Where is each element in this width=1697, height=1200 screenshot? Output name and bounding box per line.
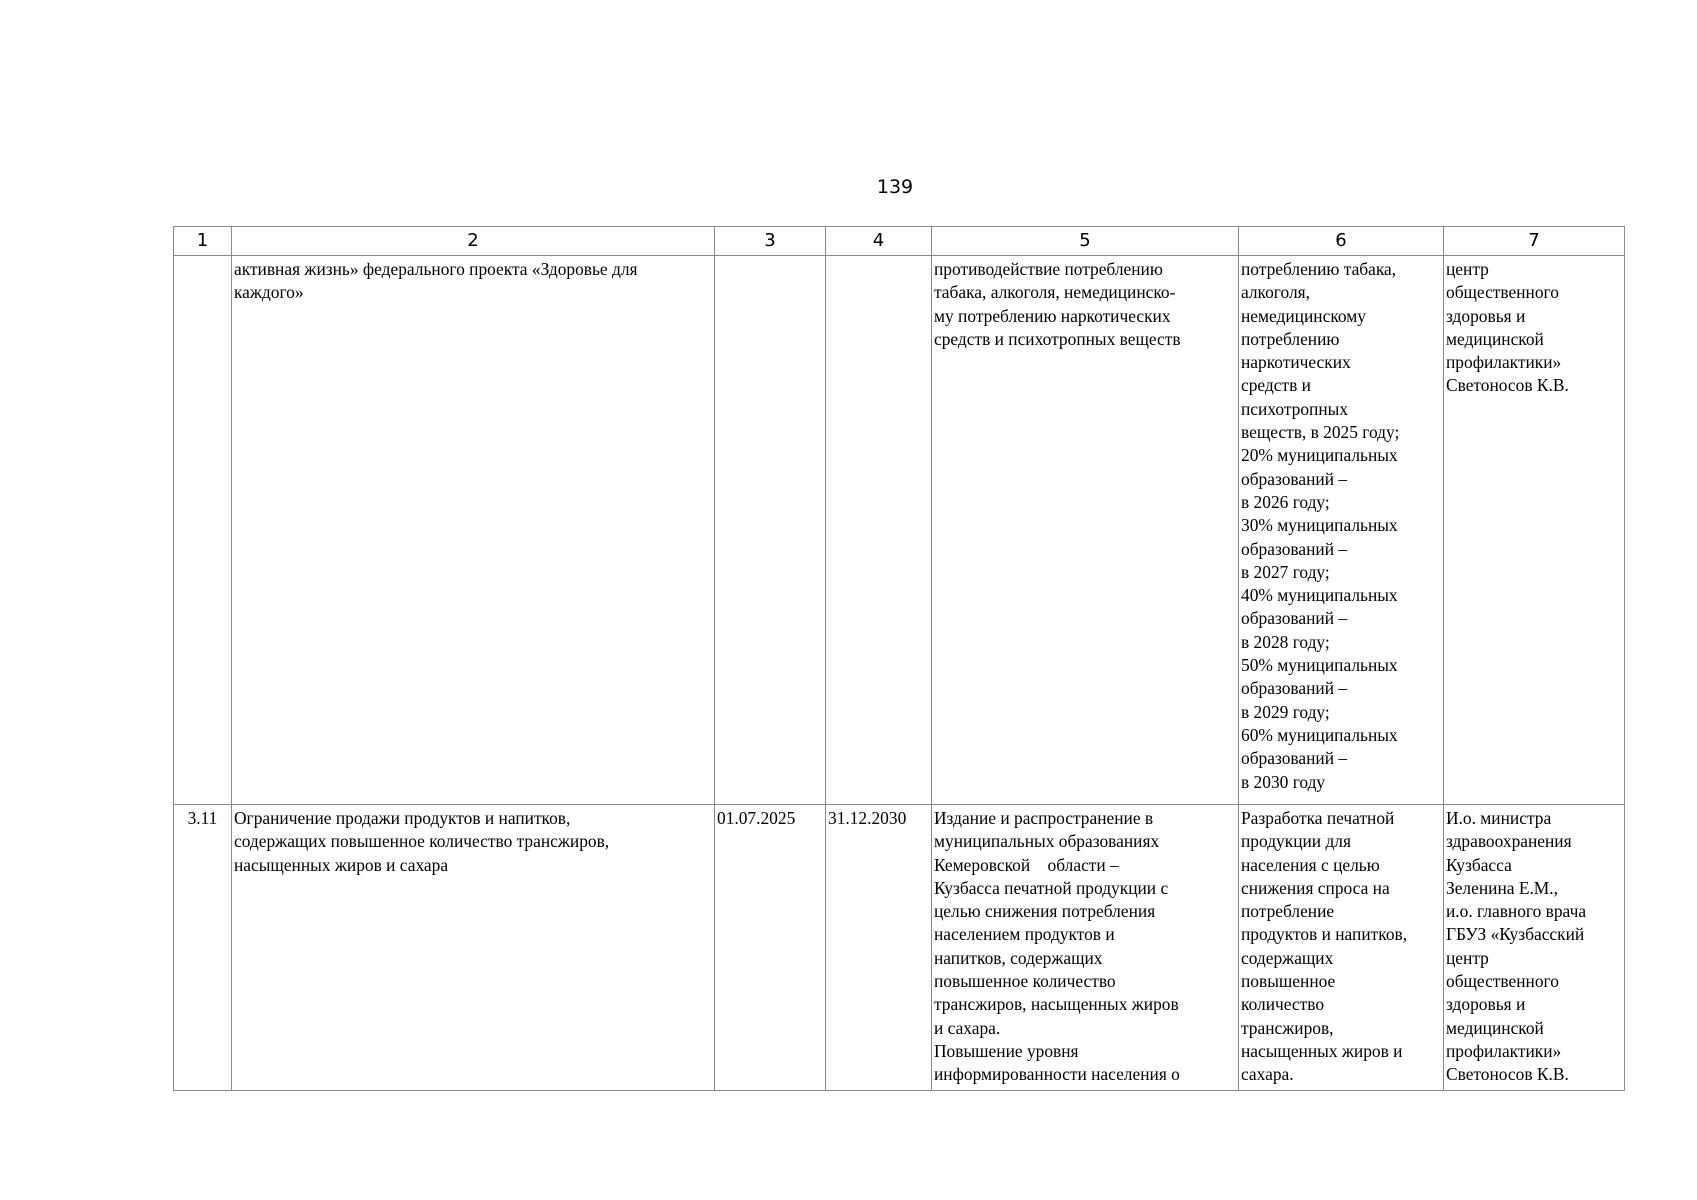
text-line: повышенное количество [934,971,1116,992]
text-line: 20% муниципальных [1241,445,1398,466]
text-line: в 2026 году; [1241,491,1330,512]
text-line: немедицинскому [1241,305,1366,326]
text-line: в 2029 году; [1241,701,1330,722]
column-header-3: 3 [715,227,826,256]
text-line: здоровья и [1446,994,1526,1015]
activity-description [932,256,1239,805]
text-line: веществ, в 2025 году; [1241,422,1400,443]
text-line: средств и психотропных веществ [934,328,1181,349]
header-row [174,227,1625,256]
text-line: здравоохранения [1446,831,1572,852]
text-line: центр [1446,259,1489,279]
text-line: в 2030 году [1241,771,1326,792]
text-line: образований – [1241,748,1348,769]
text-line: потреблению [1241,328,1340,349]
text-line: трансжиров, [1241,1017,1334,1038]
text-line: образований – [1241,538,1348,559]
table-row [174,256,1625,805]
text-line: И.о. министра [1446,808,1552,828]
text-line: снижения спроса на [1241,877,1390,898]
text-line: активная жизнь» федерального проекта «Здоровье для [234,259,638,279]
text-line: потреблению табака, [1241,259,1397,279]
text-line: и сахара. [934,1017,1001,1038]
text-line: общественного [1446,282,1559,303]
text-line: 40% муниципальных [1241,585,1398,606]
text-line: 30% муниципальных [1241,515,1398,536]
text-line: средств и [1241,375,1311,396]
text-line: Светоносов К.В. [1446,375,1569,396]
end-date: 31.12.2030 [826,805,932,1091]
text-line: в 2027 году; [1241,561,1330,582]
text-line: центр [1446,947,1489,968]
text-line: продукции для [1241,831,1351,852]
text-line: трансжиров, насыщенных жиров [934,994,1179,1015]
text-line: содержащих [1241,947,1334,968]
text-line: образований – [1241,678,1348,699]
text-line: количество [1241,994,1325,1015]
text-line: информированности населения о [934,1064,1180,1085]
text-line: здоровья и [1446,305,1526,326]
measure-name [232,805,715,1091]
measure-name [232,256,715,805]
column-header-7: 7 [1444,227,1625,256]
column-header-5: 5 [932,227,1239,256]
text-line: Зеленина Е.М., [1446,877,1558,898]
row-number [174,256,232,805]
column-header-2: 2 [232,227,715,256]
row-number: 3.11 [174,805,232,1091]
text-line: образований – [1241,468,1348,489]
text-line: в 2028 году; [1241,631,1330,652]
text-line: 50% муниципальных [1241,655,1398,676]
text-line: 60% муниципальных [1241,724,1398,745]
text-line: продуктов и напитков, [1241,924,1408,945]
text-line: Кузбасса [1446,854,1512,875]
activity-description [932,805,1239,1091]
text-line: каждого» [234,282,304,303]
text-line: населения с целью [1241,854,1380,875]
text-line: общественного [1446,971,1559,992]
text-line: насыщенных жиров и [1241,1040,1403,1061]
plan-table [173,226,1625,1091]
text-line: наркотических [1241,352,1351,373]
text-line: образований – [1241,608,1348,629]
text-line: му потреблению наркотических [934,305,1171,326]
text-line: целью снижения потребления [934,901,1156,922]
start-date [715,256,826,805]
text-line: содержащих повышенное количество трансжиров, [234,831,610,852]
text-line: профилактики» [1446,1040,1562,1061]
text-line: табака, алкоголя, немедицинско- [934,282,1176,303]
text-line: повышенное [1241,971,1336,992]
text-line: Светоносов К.В. [1446,1064,1569,1085]
text-line: ГБУЗ «Кузбасский [1446,924,1585,945]
text-line: профилактики» [1446,352,1562,373]
responsible-person [1444,256,1625,805]
text-line: психотропных [1241,398,1349,419]
column-header-4: 4 [826,227,932,256]
text-line: напитков, содержащих [934,947,1103,968]
responsible-person [1444,805,1625,1091]
column-header-1: 1 [174,227,232,256]
text-line: медицинской [1446,328,1544,349]
text-line: Ограничение продажи продуктов и напитков, [234,808,571,828]
expected-result [1239,805,1444,1091]
text-line: противодействие потреблению [934,259,1163,279]
text-line: медицинской [1446,1017,1544,1038]
column-header-6: 6 [1239,227,1444,256]
text-line: Кузбасса печатной продукции с [934,877,1169,898]
text-line: населением продуктов и [934,924,1115,945]
text-line: потребление [1241,901,1335,922]
text-line: Повышение уровня [934,1040,1079,1061]
text-line: Издание и распространение в [934,808,1154,828]
page-number: 139 [876,176,914,198]
end-date [826,256,932,805]
text-line: муниципальных образованиях [934,831,1160,852]
start-date: 01.07.2025 [715,805,826,1091]
expected-result [1239,256,1444,805]
text-line: насыщенных жиров и сахара [234,854,449,875]
text-line: алкоголя, [1241,282,1311,303]
text-line: сахара. [1241,1064,1294,1085]
table-row [174,805,1625,1091]
text-line: Кемеровской области – [934,854,1119,875]
text-line: Разработка печатной [1241,808,1395,828]
text-line: и.о. главного врача [1446,901,1587,922]
